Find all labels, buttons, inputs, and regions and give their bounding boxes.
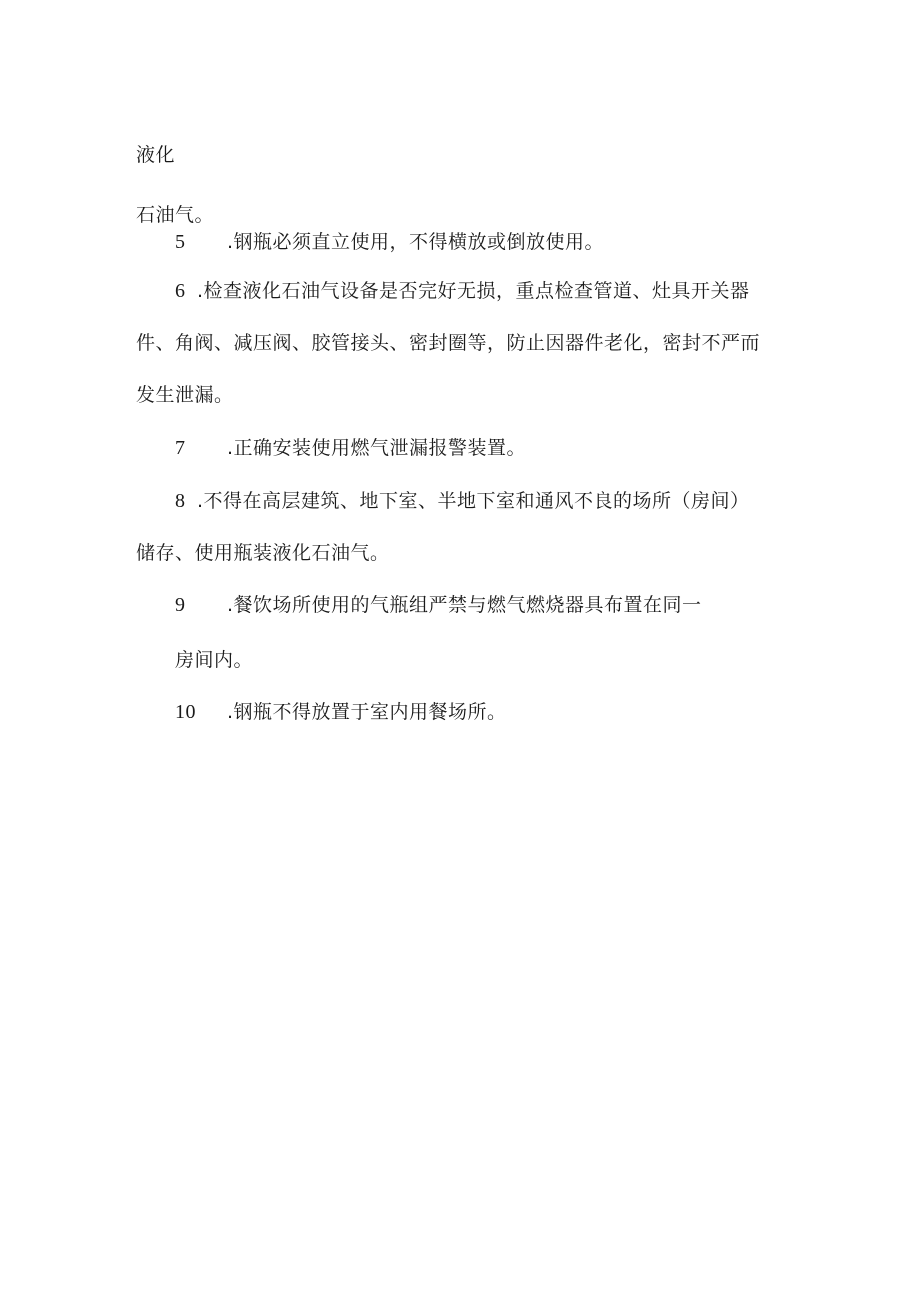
list-item-5	[175, 230, 604, 254]
list-item-6-continuation-1: 件、角阀、减压阀、胶管接头、密封圈等，防止因器件老化，密封不严而	[136, 332, 761, 354]
list-item-number: 10	[175, 701, 196, 723]
list-item-number: 6	[175, 280, 186, 302]
list-item-6-continuation-2: 发生泄漏。	[136, 384, 234, 406]
list-item-8-continuation-1: 储存、使用瓶装液化石油气。	[136, 542, 390, 564]
list-item-text: .不得在高层建筑、地下室、半地下室和通风不良的场所（房间）	[197, 490, 750, 512]
list-item-number: 8	[175, 490, 186, 512]
list-item-number: 9	[175, 594, 186, 616]
list-item-10	[175, 700, 507, 724]
list-item-6	[175, 279, 750, 303]
list-item-text: .检查液化石油气设备是否完好无损，重点检查管道、灶具开关器	[197, 280, 750, 302]
list-item-text: .钢瓶不得放置于室内用餐场所。	[227, 701, 507, 723]
text-line-petroleum-gas: 石油气。	[136, 204, 215, 226]
list-item-number: 5	[175, 231, 186, 253]
list-item-9-continuation-1: 房间内。	[175, 649, 254, 671]
list-item-7	[175, 436, 526, 460]
list-item-number: 7	[175, 437, 186, 459]
list-item-text: .正确安装使用燃气泄漏报警装置。	[227, 437, 527, 459]
list-item-8	[175, 489, 750, 513]
list-item-9	[175, 593, 702, 617]
text-line-liquefied: 液化	[136, 144, 176, 166]
list-item-text: .餐饮场所使用的气瓶组严禁与燃气燃烧器具布置在同一	[227, 594, 702, 616]
list-item-text: .钢瓶必须直立使用，不得横放或倒放使用。	[227, 231, 605, 253]
